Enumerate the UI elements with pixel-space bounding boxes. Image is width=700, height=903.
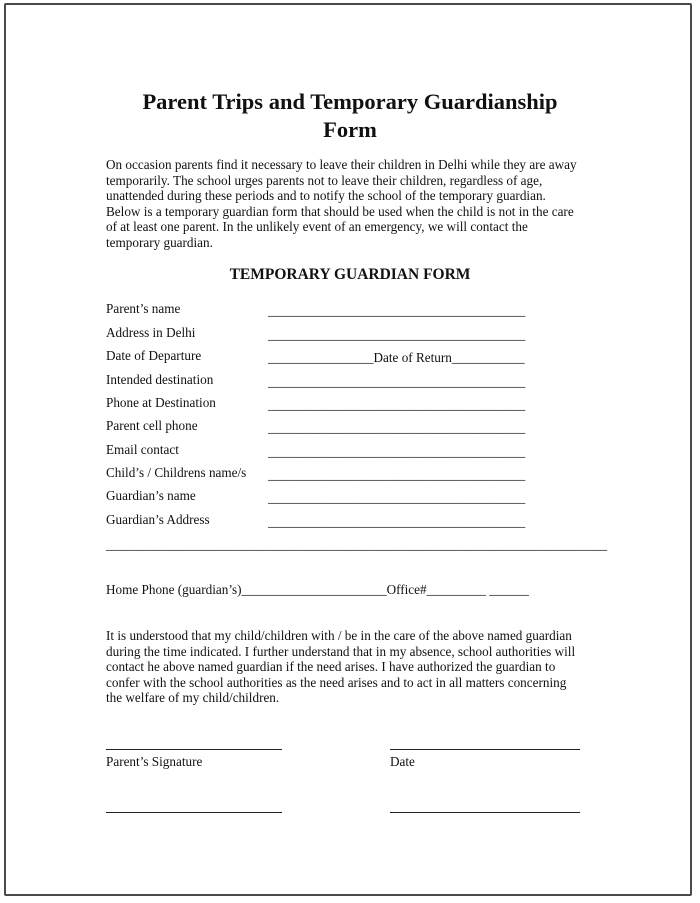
cell-phone-label: Parent cell phone: [106, 418, 198, 433]
destination-field[interactable]: _______________________________________: [268, 374, 526, 389]
parent-signature-line[interactable]: [106, 749, 282, 750]
statement-line: the welfare of my child/children.: [106, 690, 280, 706]
intro-paragraph: [106, 157, 606, 251]
intro-line: On occasion parents find it necessary to leave their children in Delhi while they are away: [106, 157, 577, 172]
statement-paragraph: [106, 628, 575, 706]
departure-date-label: Date of Departure: [106, 348, 202, 363]
home-phone-label: Home Phone (guardian’s): [106, 582, 242, 597]
guardian-name-label: Guardian’s name: [106, 488, 196, 503]
departure-row: [268, 350, 524, 366]
home-phone-row: [106, 582, 529, 598]
second-date-line[interactable]: [390, 812, 580, 813]
parent-signature-label: Parent’s Signature: [106, 754, 203, 769]
address-label: Address in Delhi: [106, 325, 196, 340]
departure-date-field[interactable]: ________________: [268, 350, 374, 365]
guardian-address-extra-field[interactable]: ____________________________________________________________________________: [106, 537, 608, 552]
statement-line: during the time indicated. I further understand that in my absence, school authorities will: [106, 643, 576, 659]
intro-line: unattended during these periods and to notify the school of the temporary guardian.: [106, 188, 546, 204]
email-label: Email contact: [106, 442, 179, 457]
parents-name-label: Parent’s name: [106, 301, 181, 316]
guardian-name-field[interactable]: _______________________________________: [268, 490, 526, 505]
home-phone-field[interactable]: ______________________: [241, 582, 387, 597]
return-date-field[interactable]: ___________: [451, 350, 525, 365]
office-field[interactable]: _________ ______: [426, 582, 529, 597]
guardian-address-label: Guardian’s Address: [106, 512, 210, 527]
email-field[interactable]: _______________________________________: [268, 444, 526, 459]
office-label: Office#: [386, 582, 427, 597]
return-date-label: Date of Return: [373, 350, 452, 365]
destination-phone-field[interactable]: _______________________________________: [268, 397, 526, 412]
intro-line: temporary guardian.: [106, 234, 213, 250]
page-title-line-2: Form: [323, 117, 377, 142]
intro-line: Below is a temporary guardian form that should be used when the child is not in the care: [106, 203, 574, 219]
parents-name-field[interactable]: _______________________________________: [268, 303, 526, 318]
section-title: TEMPORARY GUARDIAN FORM: [229, 266, 471, 283]
date-label: Date: [390, 754, 415, 769]
destination-label: Intended destination: [106, 372, 214, 387]
second-signature-line[interactable]: [106, 812, 282, 813]
address-field[interactable]: _______________________________________: [268, 327, 526, 342]
children-names-field[interactable]: _______________________________________: [268, 467, 526, 482]
statement-line: contact he above named guardian if the need arises. I have authorized the guardian to: [106, 659, 556, 675]
page-title-line-1: Parent Trips and Temporary Guardianship: [142, 89, 558, 114]
statement-line: It is understood that my child/children with / be in the care of the above named guardian: [106, 628, 572, 643]
cell-phone-field[interactable]: _______________________________________: [268, 420, 526, 435]
children-names-label: Child’s / Childrens name/s: [106, 465, 247, 480]
intro-line: temporarily. The school urges parents not to leave their children, regardless of age,: [106, 172, 543, 188]
date-line[interactable]: [390, 749, 580, 750]
statement-line: confer with the school authorities as the need arises and to act in all matters concerning: [106, 674, 567, 690]
intro-line: of at least one parent. In the unlikely event of an emergency, we will contact the: [106, 219, 528, 235]
destination-phone-label: Phone at Destination: [106, 395, 216, 410]
guardian-address-field[interactable]: _______________________________________: [268, 514, 526, 529]
